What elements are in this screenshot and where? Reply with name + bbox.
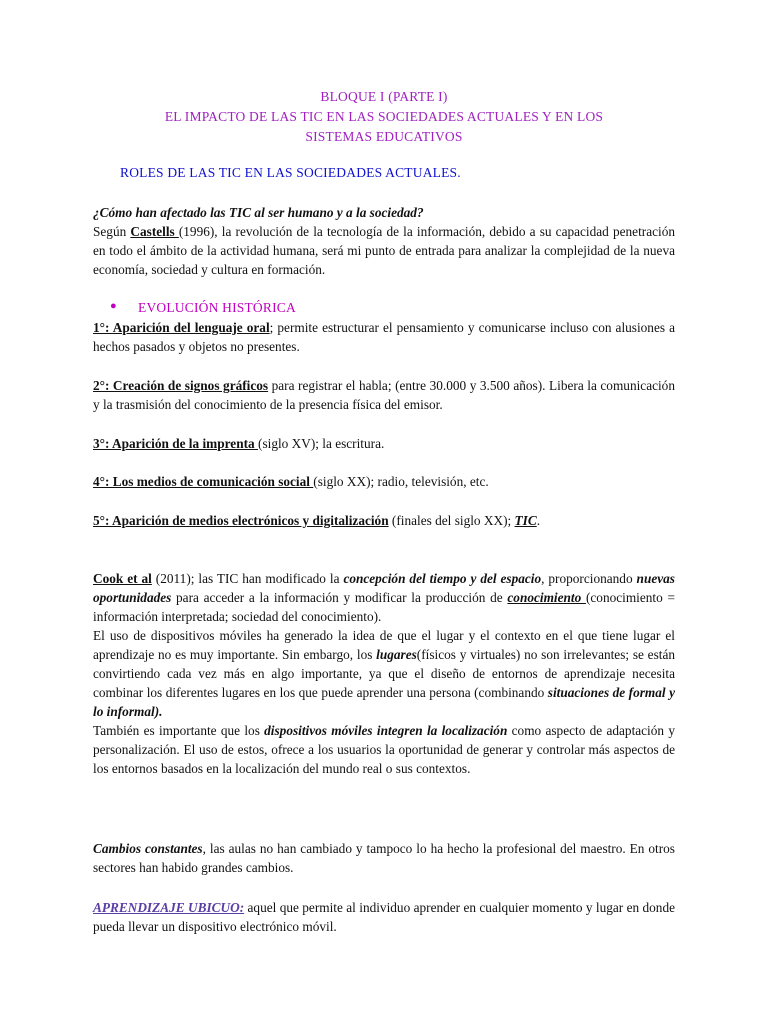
localizacion-t1: También es importante que los — [93, 723, 265, 738]
cook-e3: conocimiento — [507, 590, 586, 605]
evolution-item-text: (siglo XX); radio, televisión, etc. — [313, 474, 489, 489]
localizacion-text — [93, 721, 675, 778]
evolution-item-text: (siglo XV); la escritura. — [258, 436, 385, 451]
cook-t4: (conocimiento = información interpretada; sociedad del conocimiento). — [93, 590, 675, 624]
cook-name: Cook et al — [93, 571, 152, 586]
castells-body: (1996), la revolución de la tecnología de la información, debido a su capacidad penetración en todo el ámbito de la actividad humana, será mi punto de entrada para analizar la complejidad de la nueva economía, sociedad y cultura en formación. — [93, 224, 675, 277]
localizacion-e1: dispositivos móviles integren la localización — [264, 723, 508, 738]
castells-name: Castells — [130, 224, 179, 239]
moviles-text — [93, 626, 675, 721]
main-title-line-1: EL IMPACTO DE LAS TIC EN LAS SOCIEDADES ACTUALES Y EN LOS — [164, 109, 604, 124]
evolution-item-text: ; permite estructurar el pensamiento y comunicarse incluso con alusiones a hechos pasados y objetos no presentes. — [93, 320, 675, 354]
moviles-t2: (físicos y virtuales) no son irrelevantes; se están convirtiendo cada vez más en algo importante, ya que el diseño de entornos de aprendizaje necesita combinar los diferentes lugares en los que puede aprender una persona (combinando — [93, 647, 675, 700]
ubicuo-paragraph — [93, 898, 675, 936]
cambios-t1: , las aulas no han cambiado y tampoco lo ha hecho la profesional del maestro. En otros sectores han habido grandes cambios. — [93, 841, 675, 875]
roles-heading: ROLES DE LAS TIC EN LAS SOCIEDADES ACTUALES. — [120, 165, 461, 180]
cook-paragraph — [93, 569, 675, 778]
main-title-line-2: SISTEMAS EDUCATIVOS — [305, 129, 463, 144]
cook-t3: para acceder a la información y modificar la producción de — [171, 590, 508, 605]
castells-paragraph — [93, 203, 675, 279]
evolution-item-label: 5°: Aparición de medios electrónicos y digitalización — [93, 513, 389, 528]
evolution-item-label: 2°: Creación de signos gráficos — [93, 378, 269, 393]
cook-e1: concepción del tiempo y del espacio — [343, 571, 542, 586]
cambios-paragraph — [93, 839, 675, 877]
localizacion-t2: como aspecto de adaptación y personalización. El uso de estos, ofrece a los usuarios la oportunidad de generar y controlar más aspectos de los entornos basados en la localización del mundo real o sus contextos. — [93, 723, 675, 776]
evolution-item-4 — [93, 472, 675, 491]
cambios-e1: Cambios constantes — [93, 841, 203, 856]
tic-term: TIC — [514, 513, 537, 528]
document-header — [93, 87, 675, 147]
evolution-item-1 — [93, 318, 675, 356]
castells-text — [93, 222, 675, 279]
evolution-item-2 — [93, 376, 675, 414]
evolution-item-label: 4°: Los medios de comunicación social — [93, 474, 314, 489]
cook-t1: (2011); las TIC han modificado la — [151, 571, 344, 586]
cook-text — [93, 569, 675, 626]
question-line: ¿Cómo han afectado las TIC al ser humano y a la sociedad? — [93, 205, 424, 220]
ubicuo-text: aquel que permite al individuo aprender en cualquier momento y lugar en donde pueda llevar un dispositivo electrónico móvil. — [93, 900, 676, 934]
evolution-item-3 — [93, 434, 675, 453]
evolution-heading: EVOLUCIÓN HISTÓRICA — [138, 300, 296, 315]
ubicuo-label: APRENDIZAJE UBICUO: — [93, 900, 245, 915]
evolution-item-text: (finales del siglo XX); — [388, 513, 515, 528]
cook-t2: , proporcionando — [541, 571, 637, 586]
cook-e2: nuevas oportunidades — [93, 571, 675, 605]
evolution-item-5 — [93, 511, 675, 530]
period: . — [536, 513, 541, 528]
moviles-e2: situaciones de formal y lo informal). — [93, 685, 676, 719]
moviles-t1: El uso de dispositivos móviles ha generado la idea de que el lugar y el contexto en el que tiene lugar el aprendizaje no es muy importante. Sin embargo, los — [93, 628, 675, 662]
block-title: BLOQUE I (PARTE I) — [320, 89, 448, 104]
evolution-item-text: para registrar el habla; (entre 30.000 y 3.500 años). Libera la comunicación y la trasmisión del conocimiento de la presencia física del emisor. — [93, 378, 675, 412]
evolution-item-label: 1°: Aparición del lenguaje oral — [93, 320, 270, 335]
moviles-e1: lugares — [376, 647, 417, 662]
evolution-item-label: 3°: Aparición de la imprenta — [93, 436, 259, 451]
segun-text: Según — [93, 224, 131, 239]
bullet-icon: ● — [110, 300, 117, 312]
